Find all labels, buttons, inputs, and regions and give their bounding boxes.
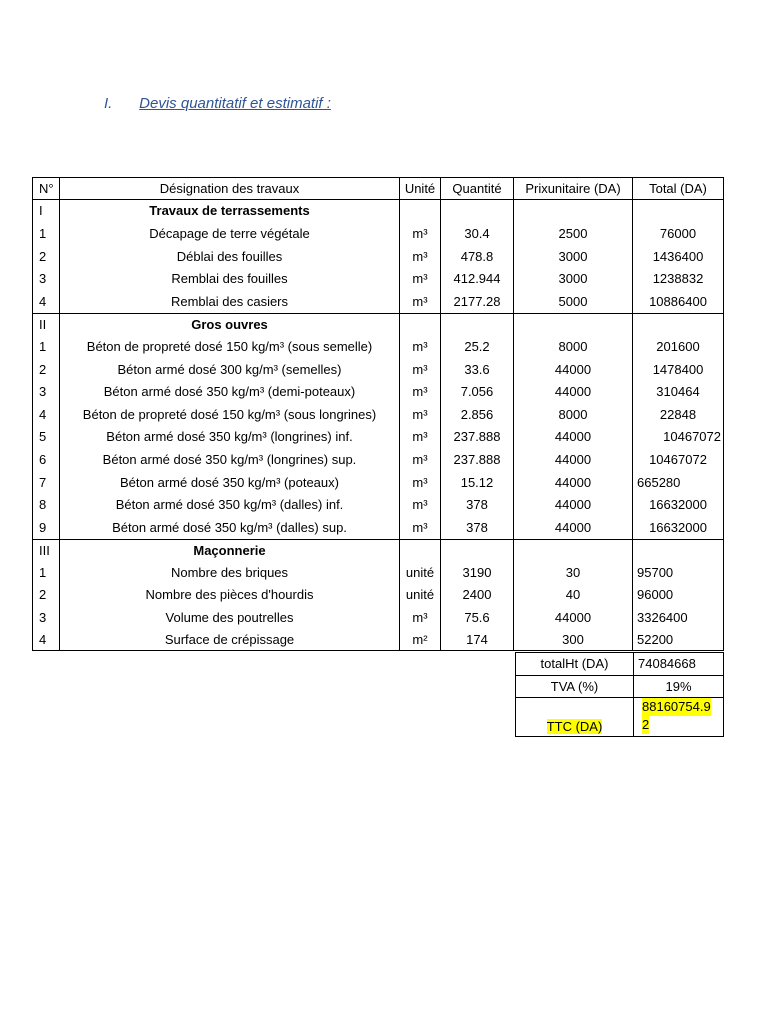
row-unit-price: 44000: [514, 471, 633, 494]
total-ht-label: totalHt (DA): [515, 652, 634, 675]
row-unit: m³: [400, 426, 441, 449]
table-row: [32, 516, 724, 539]
row-designation: Béton armé dosé 300 kg/m³ (semelles): [60, 358, 400, 381]
row-unit: m³: [400, 493, 441, 516]
summary-row-tva: [515, 675, 724, 698]
row-designation: Décapage de terre végétale: [60, 222, 400, 245]
row-quantity: 2.856: [441, 403, 514, 426]
row-unit: m³: [400, 403, 441, 426]
row-unit: unité: [400, 561, 441, 584]
row-unit: m³: [400, 380, 441, 403]
empty-cell: [633, 313, 724, 336]
row-quantity: 7.056: [441, 380, 514, 403]
row-quantity: 237.888: [441, 426, 514, 449]
row-total: 3326400: [633, 606, 724, 629]
row-unit-price: 300: [514, 629, 633, 652]
row-total: 76000: [633, 222, 724, 245]
table-row: [32, 584, 724, 607]
summary-row-total-ht: [515, 652, 724, 675]
row-num: 3: [32, 380, 60, 403]
row-num: 5: [32, 426, 60, 449]
row-designation: Béton de propreté dosé 150 kg/m³ (sous semelle): [60, 335, 400, 358]
ttc-value-line2: 2: [642, 717, 650, 733]
row-quantity: 412.944: [441, 267, 514, 290]
empty-cell: [400, 539, 441, 562]
row-total: 10886400: [633, 290, 724, 313]
ttc-value-cell: [634, 697, 724, 737]
row-unit-price: 8000: [514, 335, 633, 358]
summary-row-ttc: [515, 697, 724, 737]
row-total: 52200: [633, 629, 724, 652]
row-unit: m³: [400, 358, 441, 381]
row-num: 4: [32, 629, 60, 652]
row-designation: Surface de crépissage: [60, 629, 400, 652]
table-row: [32, 222, 724, 245]
row-num: 4: [32, 290, 60, 313]
row-quantity: 75.6: [441, 606, 514, 629]
table-row: [32, 358, 724, 381]
row-unit: unité: [400, 584, 441, 607]
table-row: [32, 403, 724, 426]
empty-cell: [400, 313, 441, 336]
table-body: [32, 200, 724, 652]
header-unit-price: Prixunitaire (DA): [514, 177, 633, 200]
row-num: 8: [32, 493, 60, 516]
heading-title: Devis quantitatif et estimatif :: [139, 95, 331, 112]
empty-cell: [514, 200, 633, 223]
empty-cell: [514, 313, 633, 336]
section-title: Maçonnerie: [60, 539, 400, 562]
empty-cell: [633, 200, 724, 223]
row-total: 96000: [633, 584, 724, 607]
row-unit-price: 44000: [514, 448, 633, 471]
row-unit-price: 8000: [514, 403, 633, 426]
row-unit-price: 44000: [514, 380, 633, 403]
row-unit-price: 2500: [514, 222, 633, 245]
row-unit: m³: [400, 267, 441, 290]
row-quantity: 25.2: [441, 335, 514, 358]
ttc-label-cell: [515, 697, 634, 737]
row-unit-price: 44000: [514, 426, 633, 449]
table-header-row: [32, 177, 724, 200]
row-unit-price: 5000: [514, 290, 633, 313]
row-num: 1: [32, 222, 60, 245]
row-num: 9: [32, 516, 60, 539]
row-unit: m³: [400, 471, 441, 494]
row-total: 1436400: [633, 245, 724, 268]
row-num: 2: [32, 358, 60, 381]
row-quantity: 2177.28: [441, 290, 514, 313]
table-row: [32, 380, 724, 403]
row-unit-price: 44000: [514, 606, 633, 629]
table-row: [32, 471, 724, 494]
section-row: [32, 539, 724, 562]
row-designation: Béton de propreté dosé 150 kg/m³ (sous longrines): [60, 403, 400, 426]
ttc-value-line1: 88160754.9: [642, 699, 711, 715]
table-row: [32, 335, 724, 358]
section-row: [32, 313, 724, 336]
row-num: 2: [32, 245, 60, 268]
quote-table: [32, 177, 724, 651]
row-total: 22848: [633, 403, 724, 426]
row-quantity: 2400: [441, 584, 514, 607]
row-quantity: 478.8: [441, 245, 514, 268]
row-total: 95700: [633, 561, 724, 584]
row-designation: Déblai des fouilles: [60, 245, 400, 268]
row-num: 6: [32, 448, 60, 471]
row-unit: m³: [400, 290, 441, 313]
header-quantity: Quantité: [441, 177, 514, 200]
row-total: 1238832: [633, 267, 724, 290]
row-designation: Béton armé dosé 350 kg/m³ (dalles) inf.: [60, 493, 400, 516]
row-designation: Béton armé dosé 350 kg/m³ (poteaux): [60, 471, 400, 494]
row-designation: Volume des poutrelles: [60, 606, 400, 629]
row-unit: m³: [400, 222, 441, 245]
row-unit: m³: [400, 335, 441, 358]
row-unit: m³: [400, 448, 441, 471]
section-num: II: [32, 313, 60, 336]
summary-table: [515, 652, 724, 737]
row-designation: Remblai des fouilles: [60, 267, 400, 290]
row-quantity: 174: [441, 629, 514, 652]
row-quantity: 237.888: [441, 448, 514, 471]
empty-cell: [633, 539, 724, 562]
row-total: 16632000: [633, 493, 724, 516]
row-designation: Béton armé dosé 350 kg/m³ (longrines) sup.: [60, 448, 400, 471]
section-title: Gros ouvres: [60, 313, 400, 336]
row-quantity: 3190: [441, 561, 514, 584]
row-quantity: 378: [441, 493, 514, 516]
table-row: [32, 267, 724, 290]
header-designation: Désignation des travaux: [60, 177, 400, 200]
row-total: 665280: [633, 471, 724, 494]
row-quantity: 378: [441, 516, 514, 539]
heading-number: I.: [104, 95, 113, 112]
header-num: N°: [32, 177, 60, 200]
row-num: 1: [32, 335, 60, 358]
row-num: 3: [32, 606, 60, 629]
row-quantity: 15.12: [441, 471, 514, 494]
row-quantity: 33.6: [441, 358, 514, 381]
table-row: [32, 629, 724, 652]
row-num: 2: [32, 584, 60, 607]
table-row: [32, 606, 724, 629]
row-unit-price: 3000: [514, 267, 633, 290]
empty-cell: [400, 200, 441, 223]
ttc-label: TTC (DA): [546, 719, 603, 735]
header-unit: Unité: [400, 177, 441, 200]
row-designation: Nombre des pièces d'hourdis: [60, 584, 400, 607]
row-unit: m²: [400, 629, 441, 652]
table-row: [32, 493, 724, 516]
table-row: [32, 245, 724, 268]
row-designation: Béton armé dosé 350 kg/m³ (demi-poteaux): [60, 380, 400, 403]
row-designation: Béton armé dosé 350 kg/m³ (dalles) sup.: [60, 516, 400, 539]
empty-cell: [514, 539, 633, 562]
row-total: 10467072: [633, 448, 724, 471]
empty-cell: [441, 539, 514, 562]
table-row: [32, 290, 724, 313]
row-unit-price: 44000: [514, 516, 633, 539]
row-num: 7: [32, 471, 60, 494]
tva-label: TVA (%): [515, 675, 634, 698]
total-ht-value: 74084668: [634, 652, 724, 675]
empty-cell: [441, 313, 514, 336]
table-row: [32, 561, 724, 584]
row-unit: m³: [400, 606, 441, 629]
row-unit-price: 44000: [514, 358, 633, 381]
row-unit: m³: [400, 516, 441, 539]
section-num: III: [32, 539, 60, 562]
row-designation: Béton armé dosé 350 kg/m³ (longrines) inf.: [60, 426, 400, 449]
row-num: 3: [32, 267, 60, 290]
section-title: Travaux de terrassements: [60, 200, 400, 223]
row-num: 4: [32, 403, 60, 426]
row-designation: Remblai des casiers: [60, 290, 400, 313]
row-num: 1: [32, 561, 60, 584]
section-row: [32, 200, 724, 223]
row-unit-price: 3000: [514, 245, 633, 268]
table-row: [32, 426, 724, 449]
row-unit-price: 40: [514, 584, 633, 607]
row-total: 10467072: [633, 426, 724, 449]
row-unit: m³: [400, 245, 441, 268]
section-heading: [104, 95, 331, 112]
row-quantity: 30.4: [441, 222, 514, 245]
row-total: 201600: [633, 335, 724, 358]
empty-cell: [441, 200, 514, 223]
row-total: 16632000: [633, 516, 724, 539]
section-num: I: [32, 200, 60, 223]
row-designation: Nombre des briques: [60, 561, 400, 584]
table-row: [32, 448, 724, 471]
row-unit-price: 44000: [514, 493, 633, 516]
tva-value: 19%: [634, 675, 724, 698]
row-total: 1478400: [633, 358, 724, 381]
row-total: 310464: [633, 380, 724, 403]
row-unit-price: 30: [514, 561, 633, 584]
header-total: Total (DA): [633, 177, 724, 200]
